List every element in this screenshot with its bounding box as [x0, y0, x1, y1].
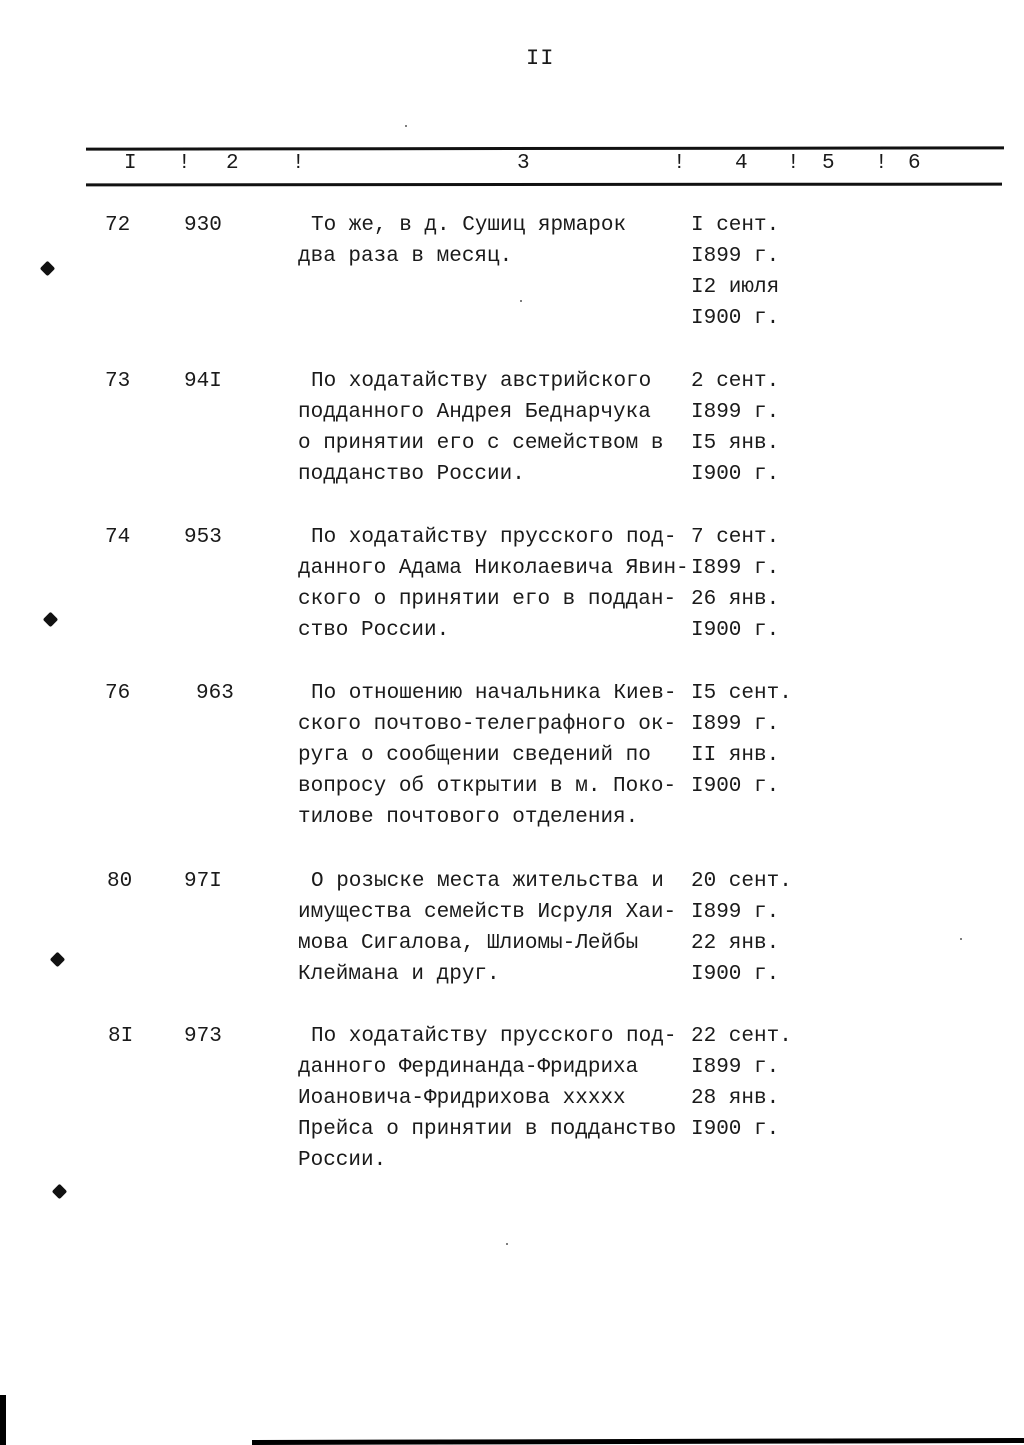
description-line: То же, в д. Сушиц ярмарок: [311, 214, 627, 237]
date-line: 2 сент.: [691, 370, 780, 393]
column-header-2: 2: [226, 152, 239, 175]
date-line: 7 сент.: [691, 526, 780, 549]
date-line: I900 г.: [691, 963, 780, 986]
description-line: имущества семейств Исруля Хаи-: [298, 901, 677, 924]
entry-dates: [691, 866, 811, 990]
description-line: подданство России.: [298, 463, 525, 486]
description-line: По ходатайству австрийского: [311, 370, 652, 393]
entry-dates: [691, 210, 811, 334]
date-line: I899 г.: [691, 557, 780, 580]
date-line: I899 г.: [691, 901, 780, 924]
date-line: 22 сент.: [691, 1025, 792, 1048]
description-line: О розыске места жительства и: [311, 870, 664, 893]
date-line: I5 сент.: [691, 682, 792, 705]
file-number: 97I: [184, 870, 222, 893]
description-line: тилове почтового отделения.: [298, 806, 639, 829]
file-number: 953: [184, 526, 222, 549]
entry-dates: [691, 522, 811, 646]
entry-number: 76: [105, 682, 131, 705]
date-line: I899 г.: [691, 245, 780, 268]
date-line: I900 г.: [691, 775, 780, 798]
entry-number: 8I: [108, 1025, 134, 1048]
table-header: [0, 152, 1024, 180]
date-line: I5 янв.: [691, 432, 780, 455]
date-line: I900 г.: [691, 307, 780, 330]
table-header-bottom-rule: [86, 183, 1002, 187]
binding-hole-mark: [40, 261, 56, 277]
description-line: подданного Андрея Беднарчука: [298, 401, 651, 424]
description-line: ского почтово-телеграфного ок-: [298, 713, 677, 736]
date-line: I900 г.: [691, 619, 780, 642]
entry-number: 72: [105, 214, 131, 237]
description-line: данного Адама Николаевича Явин-: [298, 557, 689, 580]
description-line: руга о сообщении сведений по: [298, 744, 651, 767]
description-line: По ходатайству прусского под-: [311, 1025, 677, 1048]
scan-speck: [960, 938, 962, 940]
description-line: Иоановича-Фридрихова xxxxx: [298, 1087, 626, 1110]
description-line: о принятии его с семейством в: [298, 432, 664, 455]
entry-description: [298, 366, 688, 490]
entry-description: [298, 678, 688, 833]
file-number: 94I: [184, 370, 222, 393]
scan-speck: [405, 125, 407, 127]
column-header-1: I: [124, 152, 137, 175]
description-line: Клеймана и друг.: [298, 963, 500, 986]
binding-hole-mark: [43, 612, 59, 628]
column-separator: !: [292, 152, 305, 175]
entry-number: 74: [105, 526, 131, 549]
description-line: вопросу об открытии в м. Поко-: [298, 775, 677, 798]
column-header-5: 5: [822, 152, 835, 175]
entry-dates: [691, 366, 811, 490]
binding-hole-mark: [50, 952, 66, 968]
date-line: I899 г.: [691, 401, 780, 424]
entry-description: [298, 522, 688, 646]
file-number: 963: [196, 682, 234, 705]
entry-dates: [691, 678, 811, 802]
scan-speck: [520, 300, 522, 302]
date-line: 22 янв.: [691, 932, 780, 955]
date-line: I900 г.: [691, 463, 780, 486]
entry-number: 73: [105, 370, 131, 393]
date-line: I900 г.: [691, 1118, 780, 1141]
date-line: 28 янв.: [691, 1087, 780, 1110]
description-line: По отношению начальника Киев-: [311, 682, 677, 705]
column-header-3: 3: [517, 152, 530, 175]
date-line: I2 июля: [691, 276, 780, 299]
binding-hole-mark: [52, 1184, 68, 1200]
file-number: 930: [184, 214, 222, 237]
description-line: ского о принятии его в поддан-: [298, 588, 677, 611]
column-separator: !: [787, 152, 800, 175]
column-separator: !: [875, 152, 888, 175]
column-separator: !: [673, 152, 686, 175]
entry-description: [298, 1021, 688, 1176]
date-line: 20 сент.: [691, 870, 792, 893]
description-line: данного Фердинанда-Фридриха: [298, 1056, 639, 1079]
scan-edge-left: [0, 1395, 6, 1445]
date-line: II янв.: [691, 744, 780, 767]
column-header-4: 4: [735, 152, 748, 175]
table-header-top-rule: [86, 146, 1004, 150]
scan-speck: [506, 1243, 508, 1245]
date-line: I899 г.: [691, 1056, 780, 1079]
description-line: мова Сигалова, Шлиомы-Лейбы: [298, 932, 639, 955]
date-line: I899 г.: [691, 713, 780, 736]
description-line: два раза в месяц.: [298, 245, 513, 268]
entry-description: [298, 866, 688, 990]
date-line: 26 янв.: [691, 588, 780, 611]
entry-number: 80: [107, 870, 133, 893]
description-line: По ходатайству прусского под-: [311, 526, 677, 549]
column-header-6: 6: [908, 152, 921, 175]
description-line: ство России.: [298, 619, 450, 642]
entry-dates: [691, 1021, 811, 1145]
column-separator: !: [178, 152, 191, 175]
page-number: II: [526, 46, 555, 71]
date-line: I сент.: [691, 214, 780, 237]
description-line: России.: [298, 1149, 387, 1172]
scan-edge-bottom: [252, 1438, 1024, 1445]
description-line: Прейса о принятии в подданство: [298, 1118, 677, 1141]
entry-description: [298, 210, 688, 272]
file-number: 973: [184, 1025, 222, 1048]
